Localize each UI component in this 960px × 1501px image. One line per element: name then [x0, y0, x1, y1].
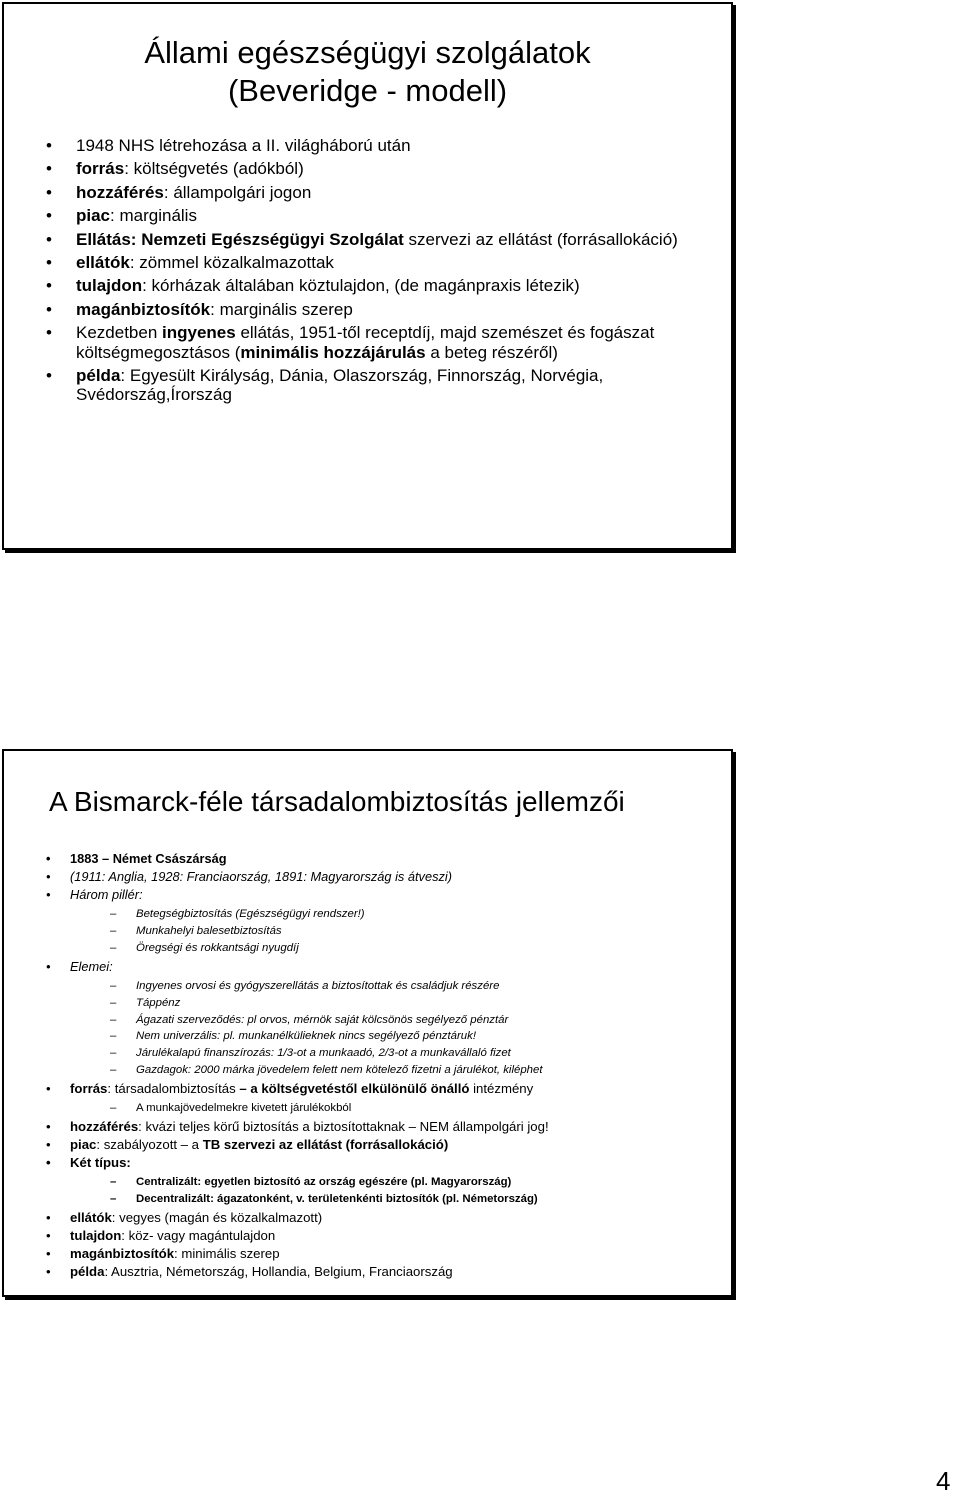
- bullet-forras: • forrás: költségvetés (adókból): [76, 159, 716, 178]
- sub-item: – Gazdagok: 2000 márka jövedelem felett nem kötelező fizetni a járulékot, kiléphet: [70, 1062, 720, 1079]
- bullet-maganbiztositok: • magánbiztosítók: minimális szerep: [70, 1246, 720, 1263]
- bullet-tulajdon: • tulajdon: köz- vagy magántulajdon: [70, 1228, 720, 1245]
- sub-item: – Járulékalapú finanszírozás: 1/3-ot a munkaadó, 2/3-ot a munkavállaló fizet: [70, 1045, 720, 1062]
- bullet-forras: • forrás: társadalombiztosítás – a költségvetéstől elkülönülő önálló intézmény – A munkajövedelmekre kivetett járulékokból: [70, 1081, 720, 1117]
- bullet-nhs: • 1948 NHS létrehozása a II. világháború után: [76, 136, 716, 155]
- bullet-harom-piller: • Három pillér: – Betegségbiztosítás (Egészségügyi rendszer!) – Munkahelyi balesetbiztosítás – Öregségi és rokkantsági nyugdíj: [70, 887, 720, 957]
- bullet-piac: • piac: szabályozott – a TB szervezi az ellátást (forrásallokáció): [70, 1137, 720, 1154]
- sub-item: – A munkajövedelmekre kivetett járulékokból: [70, 1100, 720, 1117]
- title-line-1: Állami egészségügyi szolgálatok: [144, 35, 591, 70]
- sub-list-tipusok: [70, 1174, 720, 1208]
- bullet-pelda: • példa: Ausztria, Németország, Hollandia, Belgium, Franciaország: [70, 1264, 720, 1281]
- bullet-tulajdon: • tulajdon: kórházak általában köztulajdon, (de magánpraxis létezik): [76, 276, 716, 295]
- bullet-hozzaferes: • hozzáférés: állampolgári jogon: [76, 183, 716, 202]
- slide-title: A Bismarck-féle társadalombiztosítás jellemzői: [49, 786, 625, 817]
- sub-item: – Táppénz: [70, 995, 720, 1012]
- slide-bismarck: [2, 749, 733, 1297]
- sub-item: – Öregségi és rokkantsági nyugdíj: [70, 940, 720, 957]
- bullet-1883: • 1883 – Német Császárság: [70, 851, 720, 868]
- sub-item: – Ingyenes orvosi és gyógyszerellátás a biztosítottak és családjuk részére: [70, 978, 720, 995]
- sub-list-pillerek: [70, 906, 720, 957]
- bullet-ellatas: • Ellátás: Nemzeti Egészségügyi Szolgálat szervezi az ellátást (forrásallokáció): [76, 230, 716, 249]
- bullet-piac: • piac: marginális: [76, 206, 716, 225]
- bullet-list: [70, 851, 720, 1283]
- title-line-2: (Beveridge - modell): [227, 73, 508, 108]
- sub-item: – Centralizált: egyetlen biztosító az ország egészére (pl. Magyarország): [70, 1174, 720, 1191]
- page-number: 4: [936, 1466, 951, 1496]
- bullet-maganbiztositok: • magánbiztosítók: marginális szerep: [76, 300, 716, 319]
- sub-item: – Betegségbiztosítás (Egészségügyi rendszer!): [70, 906, 720, 923]
- bullet-ket-tipus: • Két típus: – Centralizált: egyetlen biztosító az ország egészére (pl. Magyarország) – Decentralizált: ágazatonként, v. területenkénti biztosítók (pl. Németország): [70, 1155, 720, 1208]
- bullet-hozzaferes: • hozzáférés: kvázi teljes körű biztosítás a biztosítottaknak – NEM állampolgári jog!: [70, 1119, 720, 1136]
- bullet-ellatok: • ellátók: zömmel közalkalmazottak: [76, 253, 716, 272]
- sub-list-elemei: [70, 978, 720, 1079]
- bullet-ellatok: • ellátók: vegyes (magán és közalkalmazott): [70, 1210, 720, 1227]
- sub-item: – Ágazati szerveződés: pl orvos, mérnök saját kölcsönös segélyező pénztár: [70, 1012, 720, 1029]
- sub-item: – Munkahelyi balesetbiztosítás: [70, 923, 720, 940]
- bullet-kezdetben: • Kezdetben ingyenes ellátás, 1951-től receptdíj, majd szemészet és fogászat költségmegosztásos (minimális hozzájárulás a beteg részéről): [76, 323, 716, 362]
- bullet-list: [76, 136, 716, 409]
- slide-title: [4, 34, 731, 110]
- bullet-elemei: • Elemei: – Ingyenes orvosi és gyógyszerellátás a biztosítottak és családjuk részére – Táppénz – Ágazati szerveződés: pl orvos, mérnök saját kölcsönös segélyező pénztár – Nem univerzális: pl. munkanélkülieknek nincs segélyező pénztáruk! – Járulékalapú finanszírozás: 1/3-ot a munkaadó, 2/3-ot a munkavállaló fizet – Gazdagok: 2000 márka jövedelem felett nem kötelező fizetni a járulékot, kiléphet: [70, 959, 720, 1079]
- sub-item: – Nem univerzális: pl. munkanélkülieknek nincs segélyező pénztáruk!: [70, 1028, 720, 1045]
- bullet-pelda: • példa: Egyesült Királyság, Dánia, Olaszország, Finnország, Norvégia, Svédország,Írország: [76, 366, 716, 405]
- bullet-atveszi: • (1911: Anglia, 1928: Franciaország, 1891: Magyarország is átveszi): [70, 869, 720, 886]
- sub-item: – Decentralizált: ágazatonként, v. területenkénti biztosítók (pl. Németország): [70, 1191, 720, 1208]
- slide-beveridge: [2, 2, 733, 550]
- sub-list-forras: [70, 1100, 720, 1117]
